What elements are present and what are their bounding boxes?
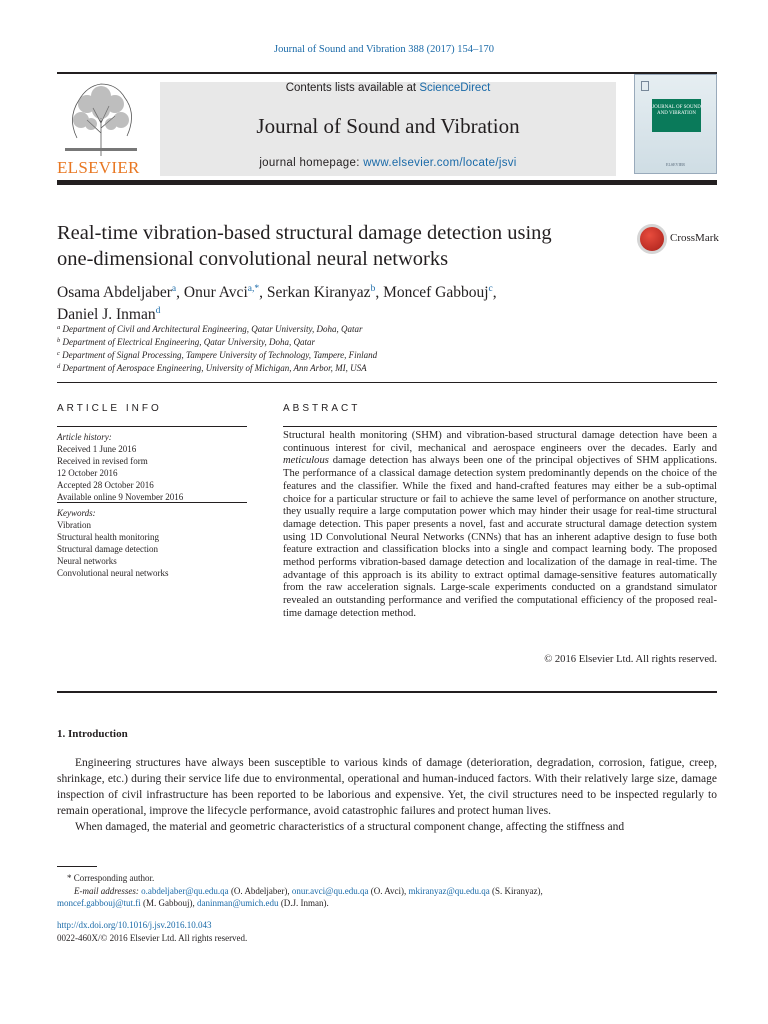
- abstract-text-part: Structural health monitoring (SHM) and vibration-based structural damage detection have been a continuous interest for civil, mechanical and aerospace engineers over the decades. Early and: [283, 430, 717, 454]
- history-item: 12 October 2016: [57, 468, 118, 478]
- affiliation-item: [57, 361, 717, 374]
- article-history: [57, 431, 257, 503]
- email-line: [57, 885, 717, 898]
- title-line-2: one-dimensional convolutional neural networks: [57, 248, 449, 270]
- abstract-emphasis: meticulous: [283, 455, 329, 467]
- cover-emblem-icon: [641, 81, 649, 91]
- author-name: Serkan Kiranyaz: [266, 284, 371, 301]
- email-owner: (O. Abdeljaber),: [228, 885, 292, 896]
- sciencedirect-link[interactable]: ScienceDirect: [419, 82, 491, 94]
- author-name: Onur Avci: [183, 284, 248, 301]
- email-link[interactable]: mkiranyaz@qu.edu.qa: [408, 885, 490, 896]
- homepage-link[interactable]: www.elsevier.com/locate/jsvi: [363, 157, 517, 169]
- history-item: Available online 9 November 2016: [57, 492, 184, 502]
- abstract-heading: ABSTRACT: [283, 403, 361, 414]
- affiliation-text: Department of Signal Processing, Tampere University of Technology, Tampere, Finland: [62, 350, 378, 360]
- paragraph: Engineering structures have always been susceptible to various kinds of damage (deterioration, degradation, corrosion, fatigue, creep, shrinkage, etc.) during their service life due to environmental, operational and human-induced factors. With their relatively large size, damage inspection of civil infrastructure has been reported to be laborious and expensive. Yet, the civil structures need to be inspected regularly to remain operational, improve the lifecycle performance, avoid catastrophic failures and protect human lives.: [57, 757, 717, 817]
- journal-citation[interactable]: Journal of Sound and Vibration 388 (2017) 154–170: [274, 44, 494, 55]
- elsevier-wordmark: ELSEVIER: [57, 158, 140, 177]
- affiliation-list: [57, 322, 717, 374]
- affiliations-bottom-rule: [57, 382, 717, 383]
- crossmark-button[interactable]: [637, 222, 719, 258]
- article-title: [57, 220, 627, 272]
- article-info-rule-top: [57, 426, 247, 427]
- email-line: [57, 897, 717, 910]
- keyword-item: Neural networks: [57, 556, 117, 566]
- affiliation-text: Department of Electrical Engineering, Qatar University, Doha, Qatar: [62, 337, 315, 347]
- author-affiliation-link[interactable]: a: [171, 284, 177, 294]
- doi-link[interactable]: http://dx.doi.org/10.1016/j.jsv.2016.10.043: [57, 920, 212, 930]
- affiliation-key: d: [57, 363, 61, 370]
- email-owner: (M. Gabbouj),: [140, 898, 198, 909]
- introduction-body: [57, 756, 717, 836]
- affiliation-item: [57, 335, 717, 348]
- article-info-rule-mid: [57, 502, 247, 503]
- contents-line: [160, 82, 616, 94]
- crossmark-label: CrossMark: [670, 232, 719, 244]
- journal-banner: [160, 82, 616, 176]
- author-affiliation-link[interactable]: c: [488, 284, 493, 294]
- footnotes: [57, 872, 717, 910]
- paragraph: When damaged, the material and geometric characteristics of a structural component change, affecting the stiffness and: [75, 820, 625, 833]
- abstract-bottom-rule: [57, 691, 717, 693]
- author-name: Osama Abdeljaber: [57, 284, 172, 301]
- affiliation-key: a: [57, 324, 61, 331]
- author-affiliation-link[interactable]: b: [370, 284, 376, 294]
- affiliation-item: [57, 348, 717, 361]
- tree-icon: [57, 78, 145, 158]
- email-owner: (D.J. Inman).: [278, 898, 329, 909]
- history-item: Received in revised form: [57, 456, 148, 466]
- abstract-text: [283, 430, 717, 621]
- history-label: Article history:: [57, 432, 112, 442]
- author-name: Daniel J. Inman: [57, 306, 156, 323]
- journal-title: Journal of Sound and Vibration: [256, 114, 520, 138]
- keywords-label: Keywords:: [57, 508, 96, 518]
- affiliation-item: [57, 322, 717, 335]
- author-affiliation-link[interactable]: a,*: [247, 284, 260, 294]
- email-label: E-mail addresses:: [74, 885, 142, 896]
- footnote-rule: [57, 866, 97, 867]
- section-heading-introduction: 1. Introduction: [57, 728, 128, 740]
- keyword-item: Structural health monitoring: [57, 532, 159, 542]
- abstract-text-part: damage detection has always been one of the principal objectives of SHM applications. The performance of a classical damage detection system predominantly depends on the choice of the features and the classifier. While the fixed and hand-crafted features may either be a sub-optimal choice for a particular structure or fail to achieve the same level of performance on another structure, they usually require a large computation power which may hinder their usage for real-time structural damage detection. This paper presents a novel, fast and accurate structural damage detection system using 1D Convolutional Neural Networks (CNNs) that has an inherent adaptive design to fuse both feature extraction and classification blocks into a single and compact learning body. The proposed method performs vibration-based damage detection and localization of the damage in real-time. The advantage of this approach is its ability to extract optimal damage-sensitive features automatically from the raw acceleration signals. Large-scale experiments conducted on a grandstand simulator revealed an outstanding performance and verified the computational efficiency of the proposed real-time damage detection method.: [283, 455, 717, 619]
- affiliation-text: Department of Civil and Architectural Engineering, Qatar University, Doha, Qatar: [62, 324, 363, 334]
- abstract-copyright: © 2016 Elsevier Ltd. All rights reserved.: [544, 654, 717, 665]
- author-separator: ,: [259, 284, 267, 301]
- email-link[interactable]: o.abdeljaber@qu.edu.qa: [141, 885, 229, 896]
- author-separator: ,: [176, 284, 184, 301]
- keyword-item: Structural damage detection: [57, 544, 158, 554]
- history-item: Accepted 28 October 2016: [57, 480, 154, 490]
- crossmark-icon: [637, 224, 667, 254]
- title-line-1: Real-time vibration-based structural damage detection using: [57, 222, 552, 244]
- homepage-line: [160, 157, 616, 169]
- article-info-heading: ARTICLE INFO: [57, 403, 162, 414]
- keyword-item: Convolutional neural networks: [57, 568, 169, 578]
- doi-block: [57, 919, 457, 944]
- author-separator: ,: [375, 284, 384, 301]
- history-item: Received 1 June 2016: [57, 444, 137, 454]
- email-owner: (O. Avci),: [368, 885, 409, 896]
- email-link[interactable]: daninman@umich.edu: [197, 898, 279, 909]
- affiliation-key: b: [57, 337, 61, 344]
- keyword-item: Vibration: [57, 520, 91, 530]
- header-top-rule: [57, 72, 717, 74]
- corresponding-author-note: * Corresponding author.: [67, 873, 155, 883]
- issn-copyright: 0022-460X/© 2016 Elsevier Ltd. All rights reserved.: [57, 932, 248, 943]
- abstract-rule-top: [283, 426, 717, 427]
- affiliation-text: Department of Aerospace Engineering, University of Michigan, Ann Arbor, MI, USA: [62, 363, 367, 373]
- author-name: Moncef Gabbouj: [383, 284, 489, 301]
- email-owner: (S. Kiranyaz),: [489, 885, 543, 896]
- contents-prefix: Contents lists available at: [285, 82, 420, 94]
- author-affiliation-link[interactable]: d: [155, 306, 161, 316]
- cover-title: JOURNAL OF SOUND AND VIBRATION: [652, 99, 701, 132]
- header-bottom-rule: [57, 180, 717, 185]
- email-link[interactable]: moncef.gabbouj@tut.fi: [57, 898, 141, 909]
- homepage-prefix: journal homepage:: [259, 157, 364, 169]
- affiliation-key: c: [57, 350, 60, 357]
- author-list: [57, 280, 677, 324]
- keywords: [57, 507, 257, 579]
- cover-publisher: ELSEVIER: [666, 162, 685, 167]
- email-link[interactable]: onur.avci@qu.edu.qa: [291, 885, 369, 896]
- journal-cover-thumbnail[interactable]: [634, 74, 717, 174]
- author-separator: ,: [492, 284, 497, 301]
